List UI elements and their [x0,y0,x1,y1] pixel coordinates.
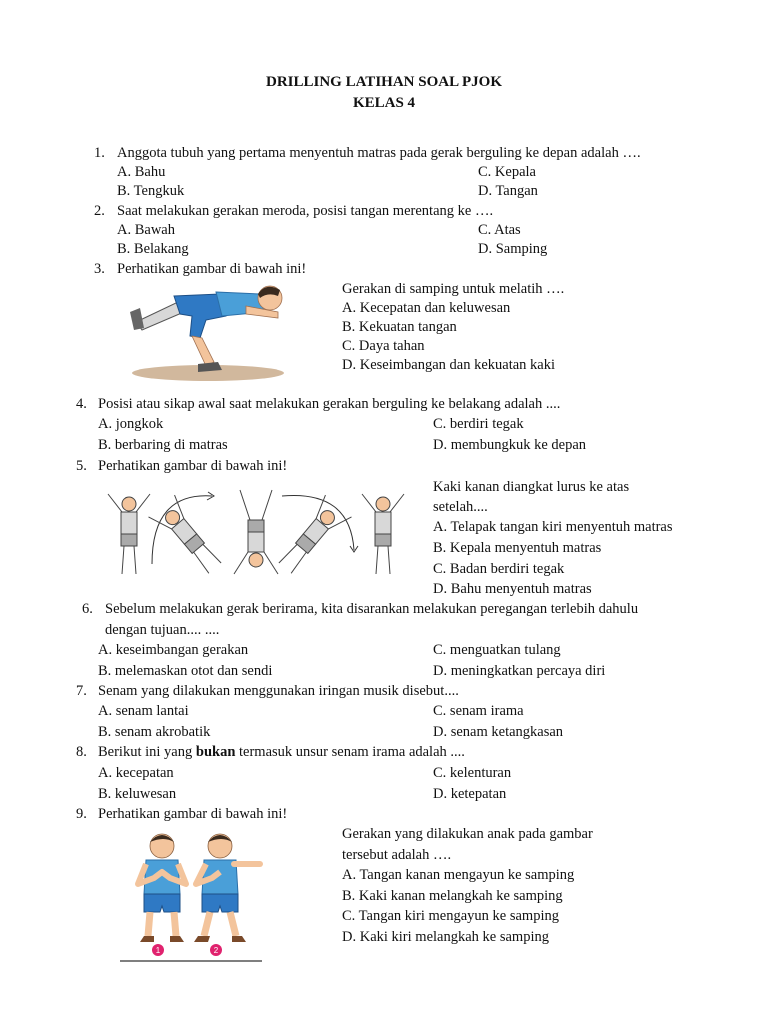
cartwheel-sequence-illustration [100,486,412,582]
question-text: Perhatikan gambar di bawah ini! [117,261,307,277]
option-b: B. Kepala menyentuh matras [433,540,602,556]
option-d: D. Bahu menyentuh matras [433,581,592,597]
option-a: A. Bawah [117,222,175,238]
option-a: A. Telapak tangan kiri menyentuh matras [433,519,673,535]
option-c: C. senam irama [433,703,524,719]
option-b: B. Belakang [117,241,189,257]
option-d: D. Tangan [478,183,538,199]
question-number: 4. [76,396,87,412]
option-c: C. Kepala [478,164,536,180]
option-d: D. Kaki kiri melangkah ke samping [342,929,549,945]
question-text-pre: Berikut ini yang [98,744,196,760]
question-text: Anggota tubuh yang pertama menyentuh matras pada gerak berguling ke depan adalah …. [117,145,641,161]
question-text-emphasis: bukan [195,744,236,760]
option-a: A. Tangan kanan mengayun ke samping [342,867,575,883]
option-d: D. meningkatkan percaya diri [433,663,606,679]
option-b: B. berbaring di matras [98,437,228,453]
option-d: D. ketepatan [433,786,507,802]
question-stem-line1: Kaki kanan diangkat lurus ke atas [433,479,630,495]
option-a: A. jongkok [98,416,164,432]
option-c: C. berdiri tegak [433,416,524,432]
option-b: B. keluwesan [98,786,177,802]
question-text: Perhatikan gambar di bawah ini! [98,458,288,474]
question-text-line2: dengan tujuan.... .... [105,622,220,638]
question-number: 7. [76,683,87,699]
question-text: Perhatikan gambar di bawah ini! [98,806,288,822]
option-b: B. Kekuatan tangan [342,319,457,335]
question-text-line1: Sebelum melakukan gerak berirama, kita disarankan melakukan peregangan terlebih dahulu [105,601,639,617]
option-a: A. kecepatan [98,765,174,781]
question-text: Saat melakukan gerakan meroda, posisi tangan merentang ke …. [117,203,494,219]
question-number: 6. [82,601,93,617]
page-title: DRILLING LATIHAN SOAL PJOK [265,74,502,90]
question-number: 8. [76,744,87,760]
option-b: B. Kaki kanan melangkah ke samping [342,888,563,904]
question-stem-line2: tersebut adalah …. [342,847,452,863]
option-d: D. Samping [478,241,548,257]
question-text-post: termasuk unsur senam irama adalah .... [235,744,465,760]
question-text: Senam yang dilakukan menggunakan iringan musik disebut.... [98,683,459,699]
page-subtitle: KELAS 4 [352,95,416,111]
option-a: A. senam lantai [98,703,189,719]
question-text [98,743,465,761]
option-c: C. kelenturan [433,765,512,781]
option-d: D. membungkuk ke depan [433,437,587,453]
option-d: D. Keseimbangan dan kekuatan kaki [342,357,555,373]
option-b: B. melemaskan otot dan sendi [98,663,273,679]
badge-1: 1 [155,946,161,955]
option-c: C. Badan berdiri tegak [433,561,565,577]
balance-pose-illustration [128,280,298,384]
option-c: C. Daya tahan [342,338,425,354]
question-stem-line2: setelah.... [433,499,488,515]
question-number: 3. [94,261,105,277]
option-b: B. senam akrobatik [98,724,211,740]
option-c: C. Tangan kiri mengayun ke samping [342,908,559,924]
question-number: 9. [76,806,87,822]
badge-2: 2 [213,946,219,955]
question-stem: Gerakan di samping untuk melatih …. [342,281,565,297]
option-d: D. senam ketangkasan [433,724,564,740]
option-c: C. Atas [478,222,521,238]
option-b: B. Tengkuk [117,183,185,199]
question-stem-line1: Gerakan yang dilakukan anak pada gambar [342,826,593,842]
option-c: C. menguatkan tulang [433,642,561,658]
question-number: 2. [94,203,105,219]
option-a: A. Bahu [117,164,166,180]
question-number: 5. [76,458,87,474]
question-text: Posisi atau sikap awal saat melakukan gerakan berguling ke belakang adalah .... [98,396,561,412]
option-a: A. Kecepatan dan keluwesan [342,300,511,316]
question-number: 1. [94,145,105,161]
option-a: A. keseimbangan gerakan [98,642,249,658]
two-kids-exercise-illustration [120,828,270,964]
